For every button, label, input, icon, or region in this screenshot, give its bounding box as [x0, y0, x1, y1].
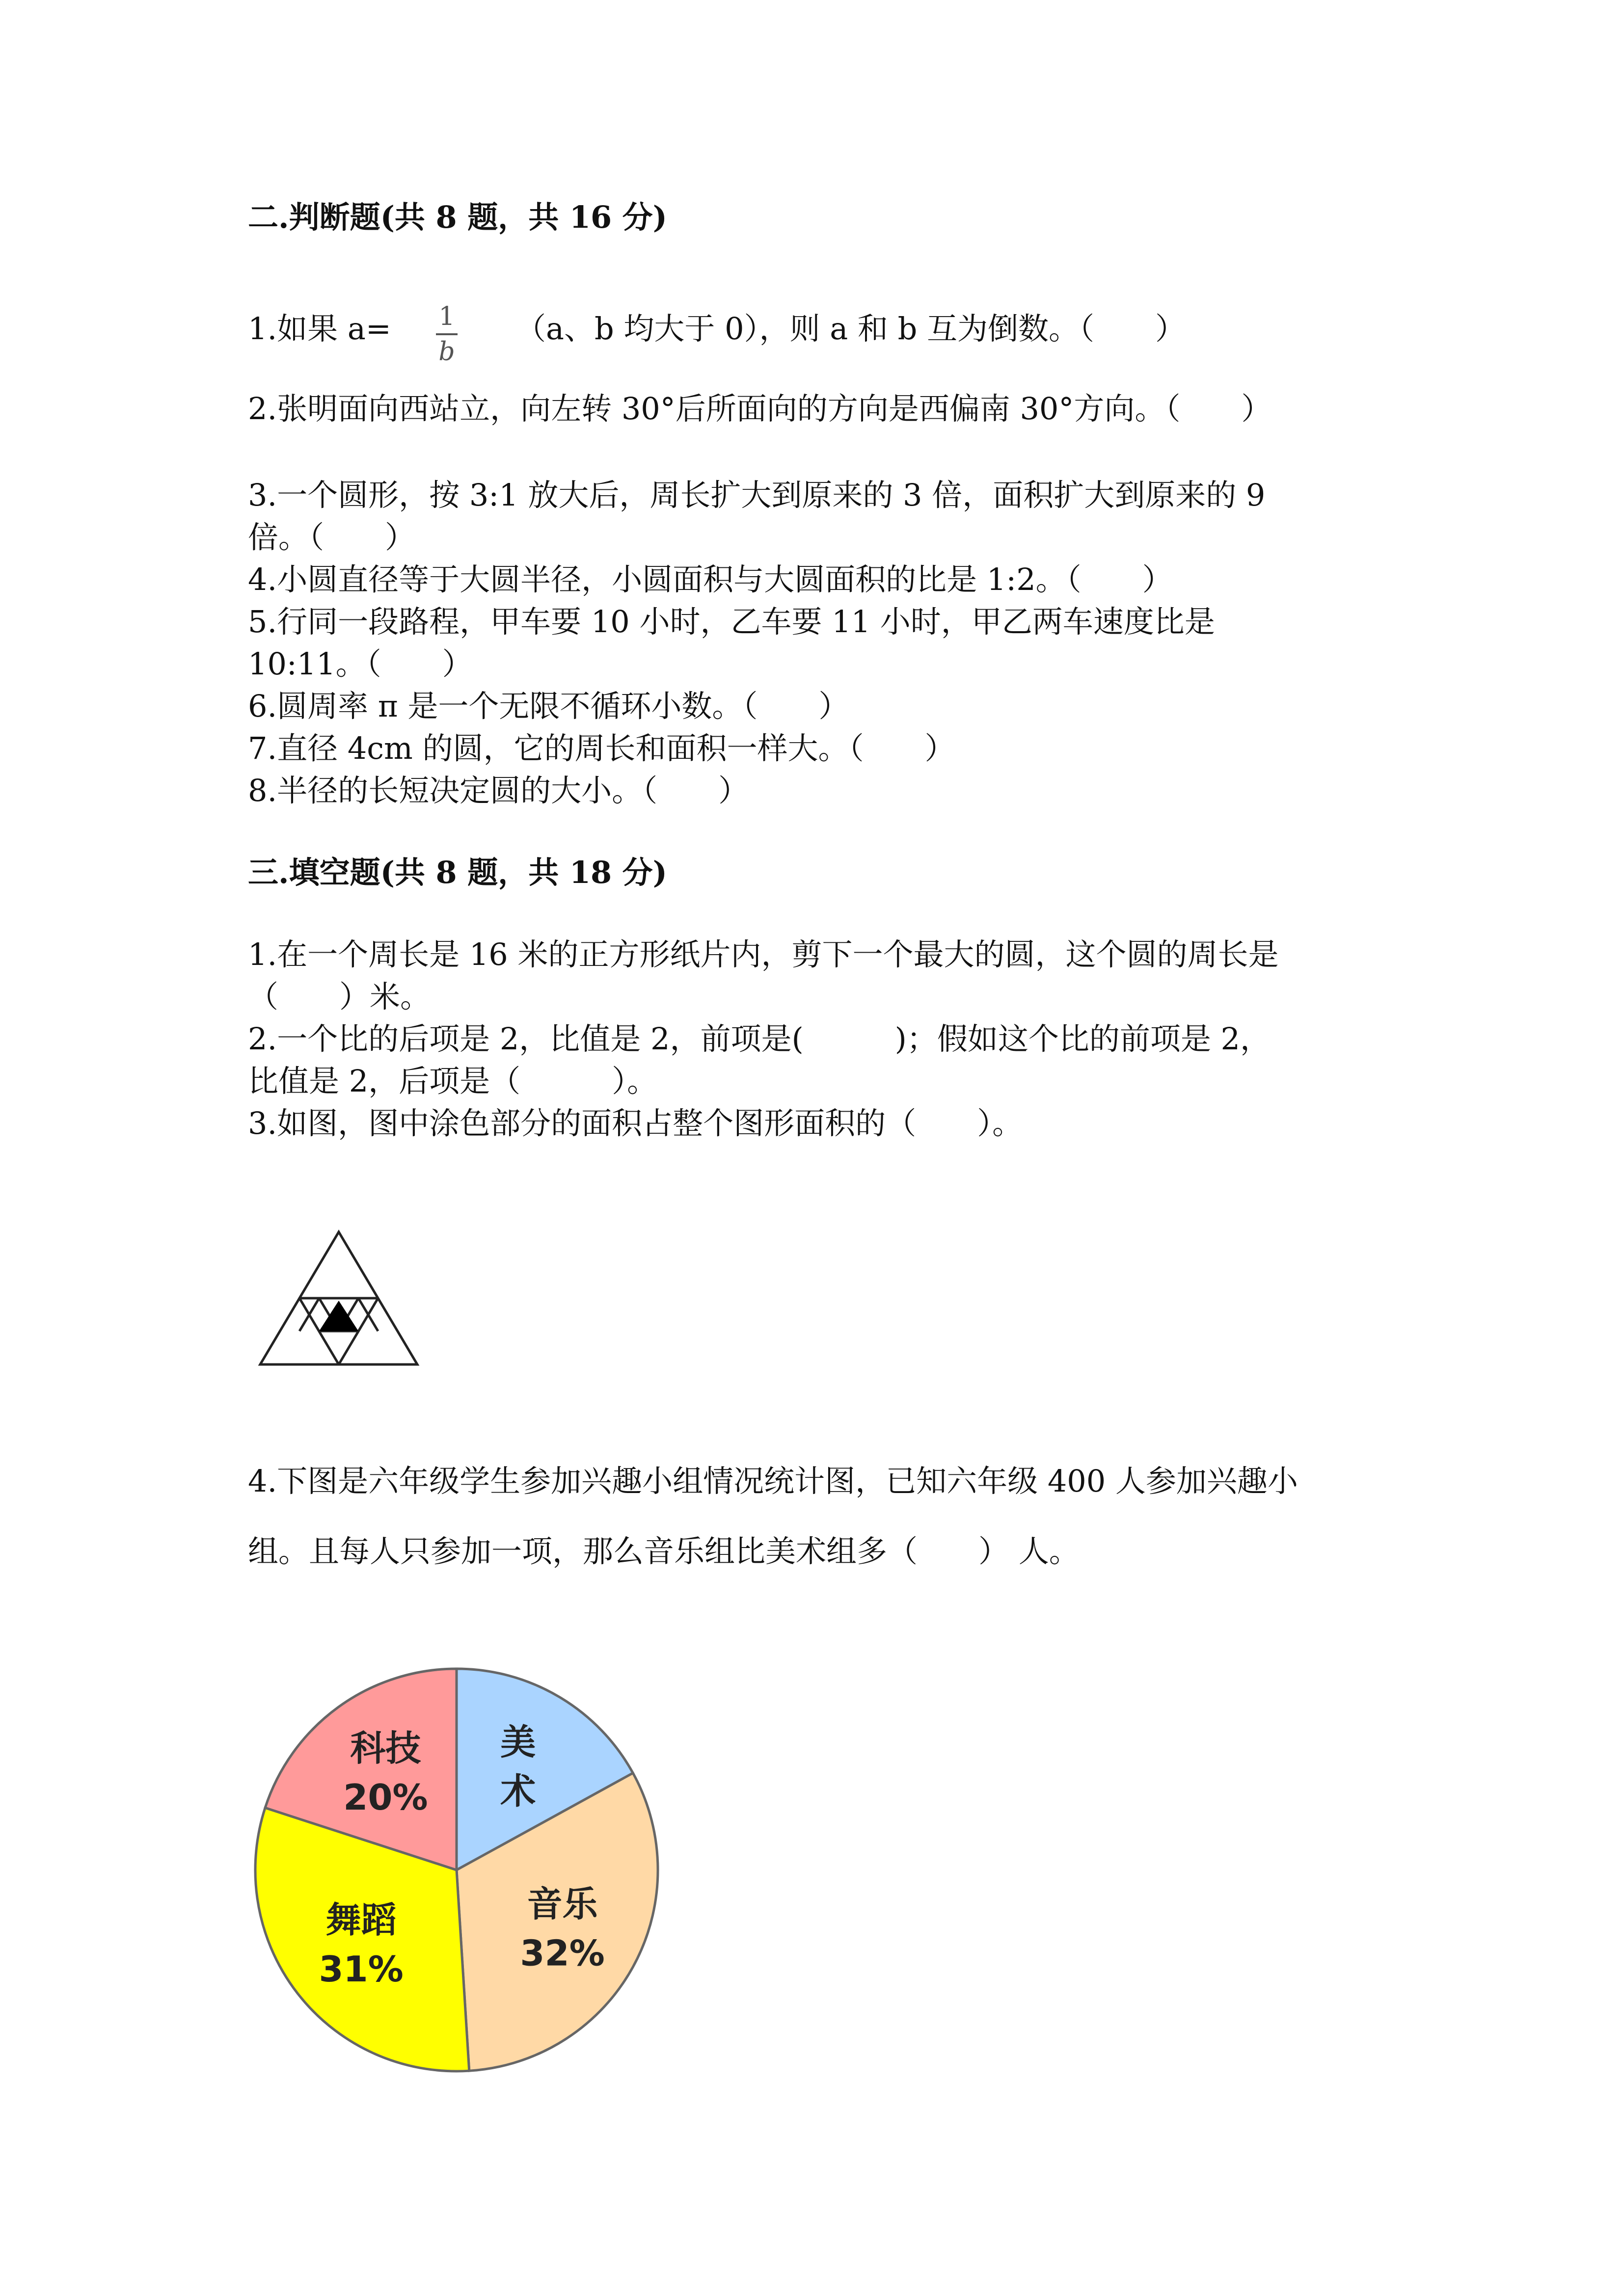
fill-q2-line2: 比值是 2，后项是（ ）。 [248, 1063, 658, 1099]
judge-q1-prefix: 1.如果 a= [248, 311, 391, 347]
judge-q3-line1: 3.一个圆形，按 3:1 放大后，周长扩大到原来的 3 倍，面积扩大到原来的 9 [248, 477, 1266, 513]
pie-value-label-3: 20% [343, 1776, 428, 1818]
fill-q3: 3.如图，图中涂色部分的面积占整个图形面积的（ ）。 [248, 1105, 1023, 1141]
triangle-figure [255, 1227, 422, 1374]
judge-q5-line2: 10:11。（ ） [248, 646, 473, 682]
judge-q7: 7.直径 4cm 的圆，它的周长和面积一样大。（ ） [248, 730, 955, 766]
interest-group-pie-chart [245, 1654, 677, 2086]
judge-q2: 2.张明面向西站立，向左转 30°后所面向的方向是西偏南 30°方向。（ ） [248, 391, 1272, 427]
fill-q4-line1: 4.下图是六年级学生参加兴趣小组情况统计图，已知六年级 400 人参加兴趣小 [248, 1463, 1298, 1499]
judge-q6: 6.圆周率 π 是一个无限不循环小数。（ ） [248, 688, 849, 724]
pie-label-2-0: 舞蹈 [325, 1899, 397, 1941]
fraction-1-over-b [432, 302, 461, 371]
fill-q1-line2: （ ）米。 [248, 979, 431, 1015]
section2-heading: 二.判断题(共 8 题，共 16 分) [248, 199, 668, 235]
judge-q1-suffix: （a、b 均大于 0），则 a 和 b 互为倒数。（ ） [515, 311, 1186, 347]
judge-q5-line1: 5.行同一段路程，甲车要 10 小时，乙车要 11 小时，甲乙两车速度比是 [248, 604, 1215, 640]
pie-label-1-0: 音乐 [527, 1883, 598, 1925]
pie-label-0-1: 术 [500, 1770, 536, 1812]
fill-q1-line1: 1.在一个周长是 16 米的正方形纸片内，剪下一个最大的圆，这个圆的周长是 [248, 936, 1279, 972]
judge-q4: 4.小圆直径等于大圆半径，小圆面积与大圆面积的比是 1:2。（ ） [248, 561, 1173, 597]
fill-q4-line2: 组。且每人只参加一项，那么音乐组比美术组多（ ） 人。 [248, 1533, 1080, 1569]
fraction-denominator: b [438, 337, 455, 367]
fraction-bar [436, 333, 458, 335]
pie-value-label-2: 31% [319, 1948, 404, 1990]
pie-label-0-0: 美 [500, 1721, 536, 1763]
fraction-numerator: 1 [438, 302, 455, 331]
judge-q3-line2: 倍。（ ） [248, 519, 416, 555]
pie-label-3-0: 科技 [350, 1727, 421, 1769]
fill-q2-line1: 2.一个比的后项是 2，比值是 2，前项是( )；假如这个比的前项是 2， [248, 1021, 1271, 1057]
pie-value-label-1: 32% [520, 1932, 605, 1974]
judge-q8: 8.半径的长短决定圆的大小。（ ） [248, 773, 749, 808]
section3-heading: 三.填空题(共 8 题，共 18 分) [248, 854, 668, 890]
shaded-triangle [319, 1301, 358, 1331]
